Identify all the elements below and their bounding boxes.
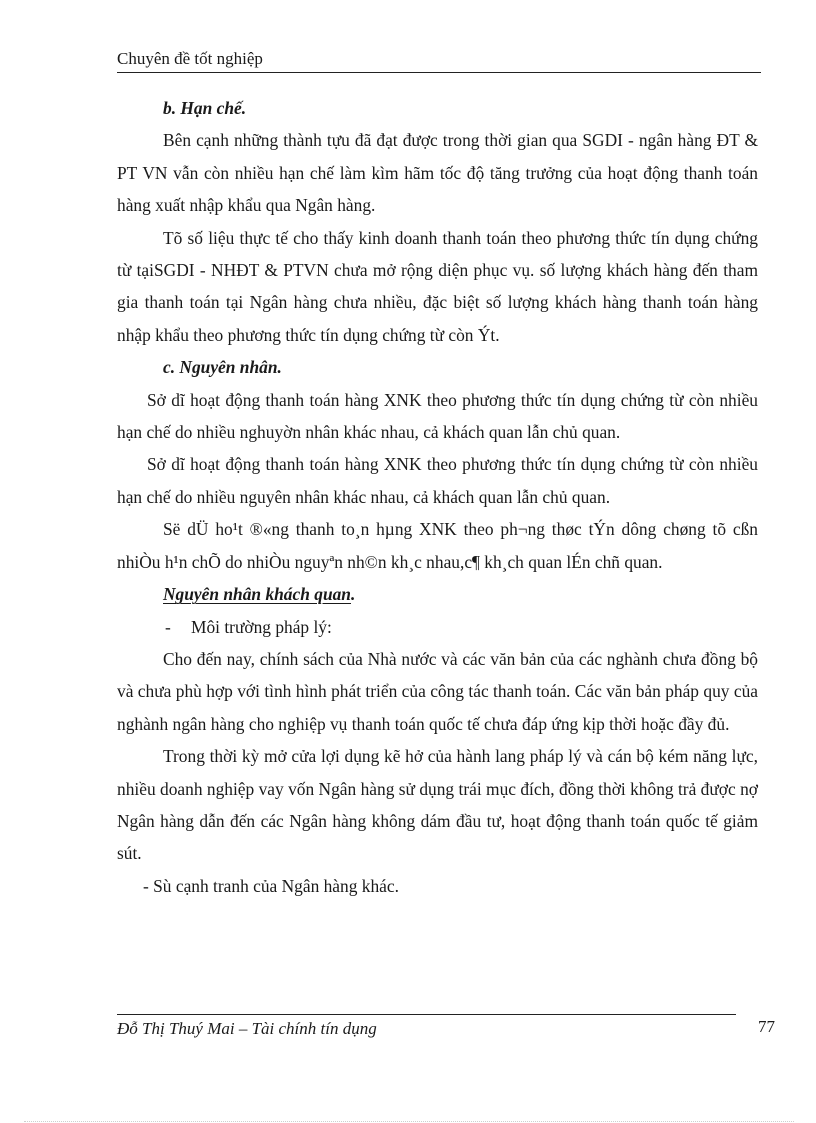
document-body (117, 92, 758, 902)
section-heading-c: c. Nguyên nhân. (163, 357, 282, 378)
paragraph-opening-period: Trong thời kỳ mở cửa lợi dụng kẽ hở của hành lang pháp lý và cán bộ kém năng lực, nhiều doanh nghiệp vay vốn Ngân hàng sử dụng trái mục đích, đồng thời không trả được nợ Ngân hàng dẫn đến các Ngân hàng không dám đầu tư, hoạt động thanh toán quốc tế giảm sút. (117, 746, 758, 864)
footer-author: Đỗ Thị Thuý Mai – Tài chính tín dụng (117, 1019, 377, 1038)
paragraph-achievements: Bên cạnh những thành tựu đã đạt được trong thời gian qua SGDI - ngân hàng ĐT & PT VN vẫn còn nhiều hạn chế làm kìm hãm tốc độ tăng trưởng của hoạt động thanh toán hàng xuất nhập khẩu qua Ngân hàng. (117, 130, 758, 216)
paragraph-statistics: Tõ số liệu thực tế cho thấy kinh doanh thanh toán theo phương thức tín dụng chứng từ tạiSGDI - NHĐT & PTVN chưa mở rộng diện phục vụ. số lượng khách hàng đến tham gia thanh toán tại Ngân hàng chưa nhiều, đặc biệt số lượng khách hàng thanh toán hàng nhập khẩu theo phương thức tín dụng chứng từ còn Ýt. (117, 227, 758, 345)
bullet-competition: - Sù cạnh tranh của Ngân hàng khác. (143, 875, 399, 896)
section-heading-b: b. Hạn chế. (163, 98, 247, 118)
page-bottom-border (24, 1121, 794, 1122)
paragraph-policy: Cho đến nay, chính sách của Nhà nước và các văn bản của các nghành chưa đồng bộ và chưa phù hợp với tình hình phát triển của công tác thanh toán. Các văn bản pháp quy của nghành ngân hàng cho nghiệp vụ thanh toán quốc tế chưa đáp ứng kịp thời hoặc đầy đủ. (117, 648, 758, 734)
subheading-objective-causes (117, 578, 758, 610)
page-header-title: Chuyên đề tốt nghiệp (117, 48, 761, 73)
footer-divider (117, 1014, 736, 1015)
subheading-objective-causes-text: Nguyên nhân khách quan (163, 584, 351, 605)
page-number: 77 (758, 1017, 775, 1036)
bullet-legal-environment (117, 611, 758, 643)
subheading-period: . (350, 584, 356, 605)
bullet-legal-environment-text: Môi trường pháp lý: (191, 616, 332, 637)
paragraph-causes-1: Sở dĩ hoạt động thanh toán hàng XNK theo phương thức tín dụng chứng từ còn nhiều hạn chế do nhiều nghuyờn nhân khác nhau, cả khách quan lẫn chủ quan. (117, 389, 758, 443)
paragraph-causes-2: Sở dĩ hoạt động thanh toán hàng XNK theo phương thức tín dụng chứng từ còn nhiều hạn chế do nhiều nguyên nhân khác nhau, cả khách quan lẫn chủ quan. (117, 454, 758, 507)
paragraph-causes-garbled: Së dÜ ho¹t ®«ng thanh to¸n hµng XNK theo ph¬ng thøc tÝn dông chøng tõ cßn nhiÒu h¹n chÕ do nhiÒu nguyªn nh©n kh¸c nhau,c¶ kh¸ch quan lÉn chñ quan. (117, 519, 758, 572)
bullet-dash: - (165, 616, 171, 637)
